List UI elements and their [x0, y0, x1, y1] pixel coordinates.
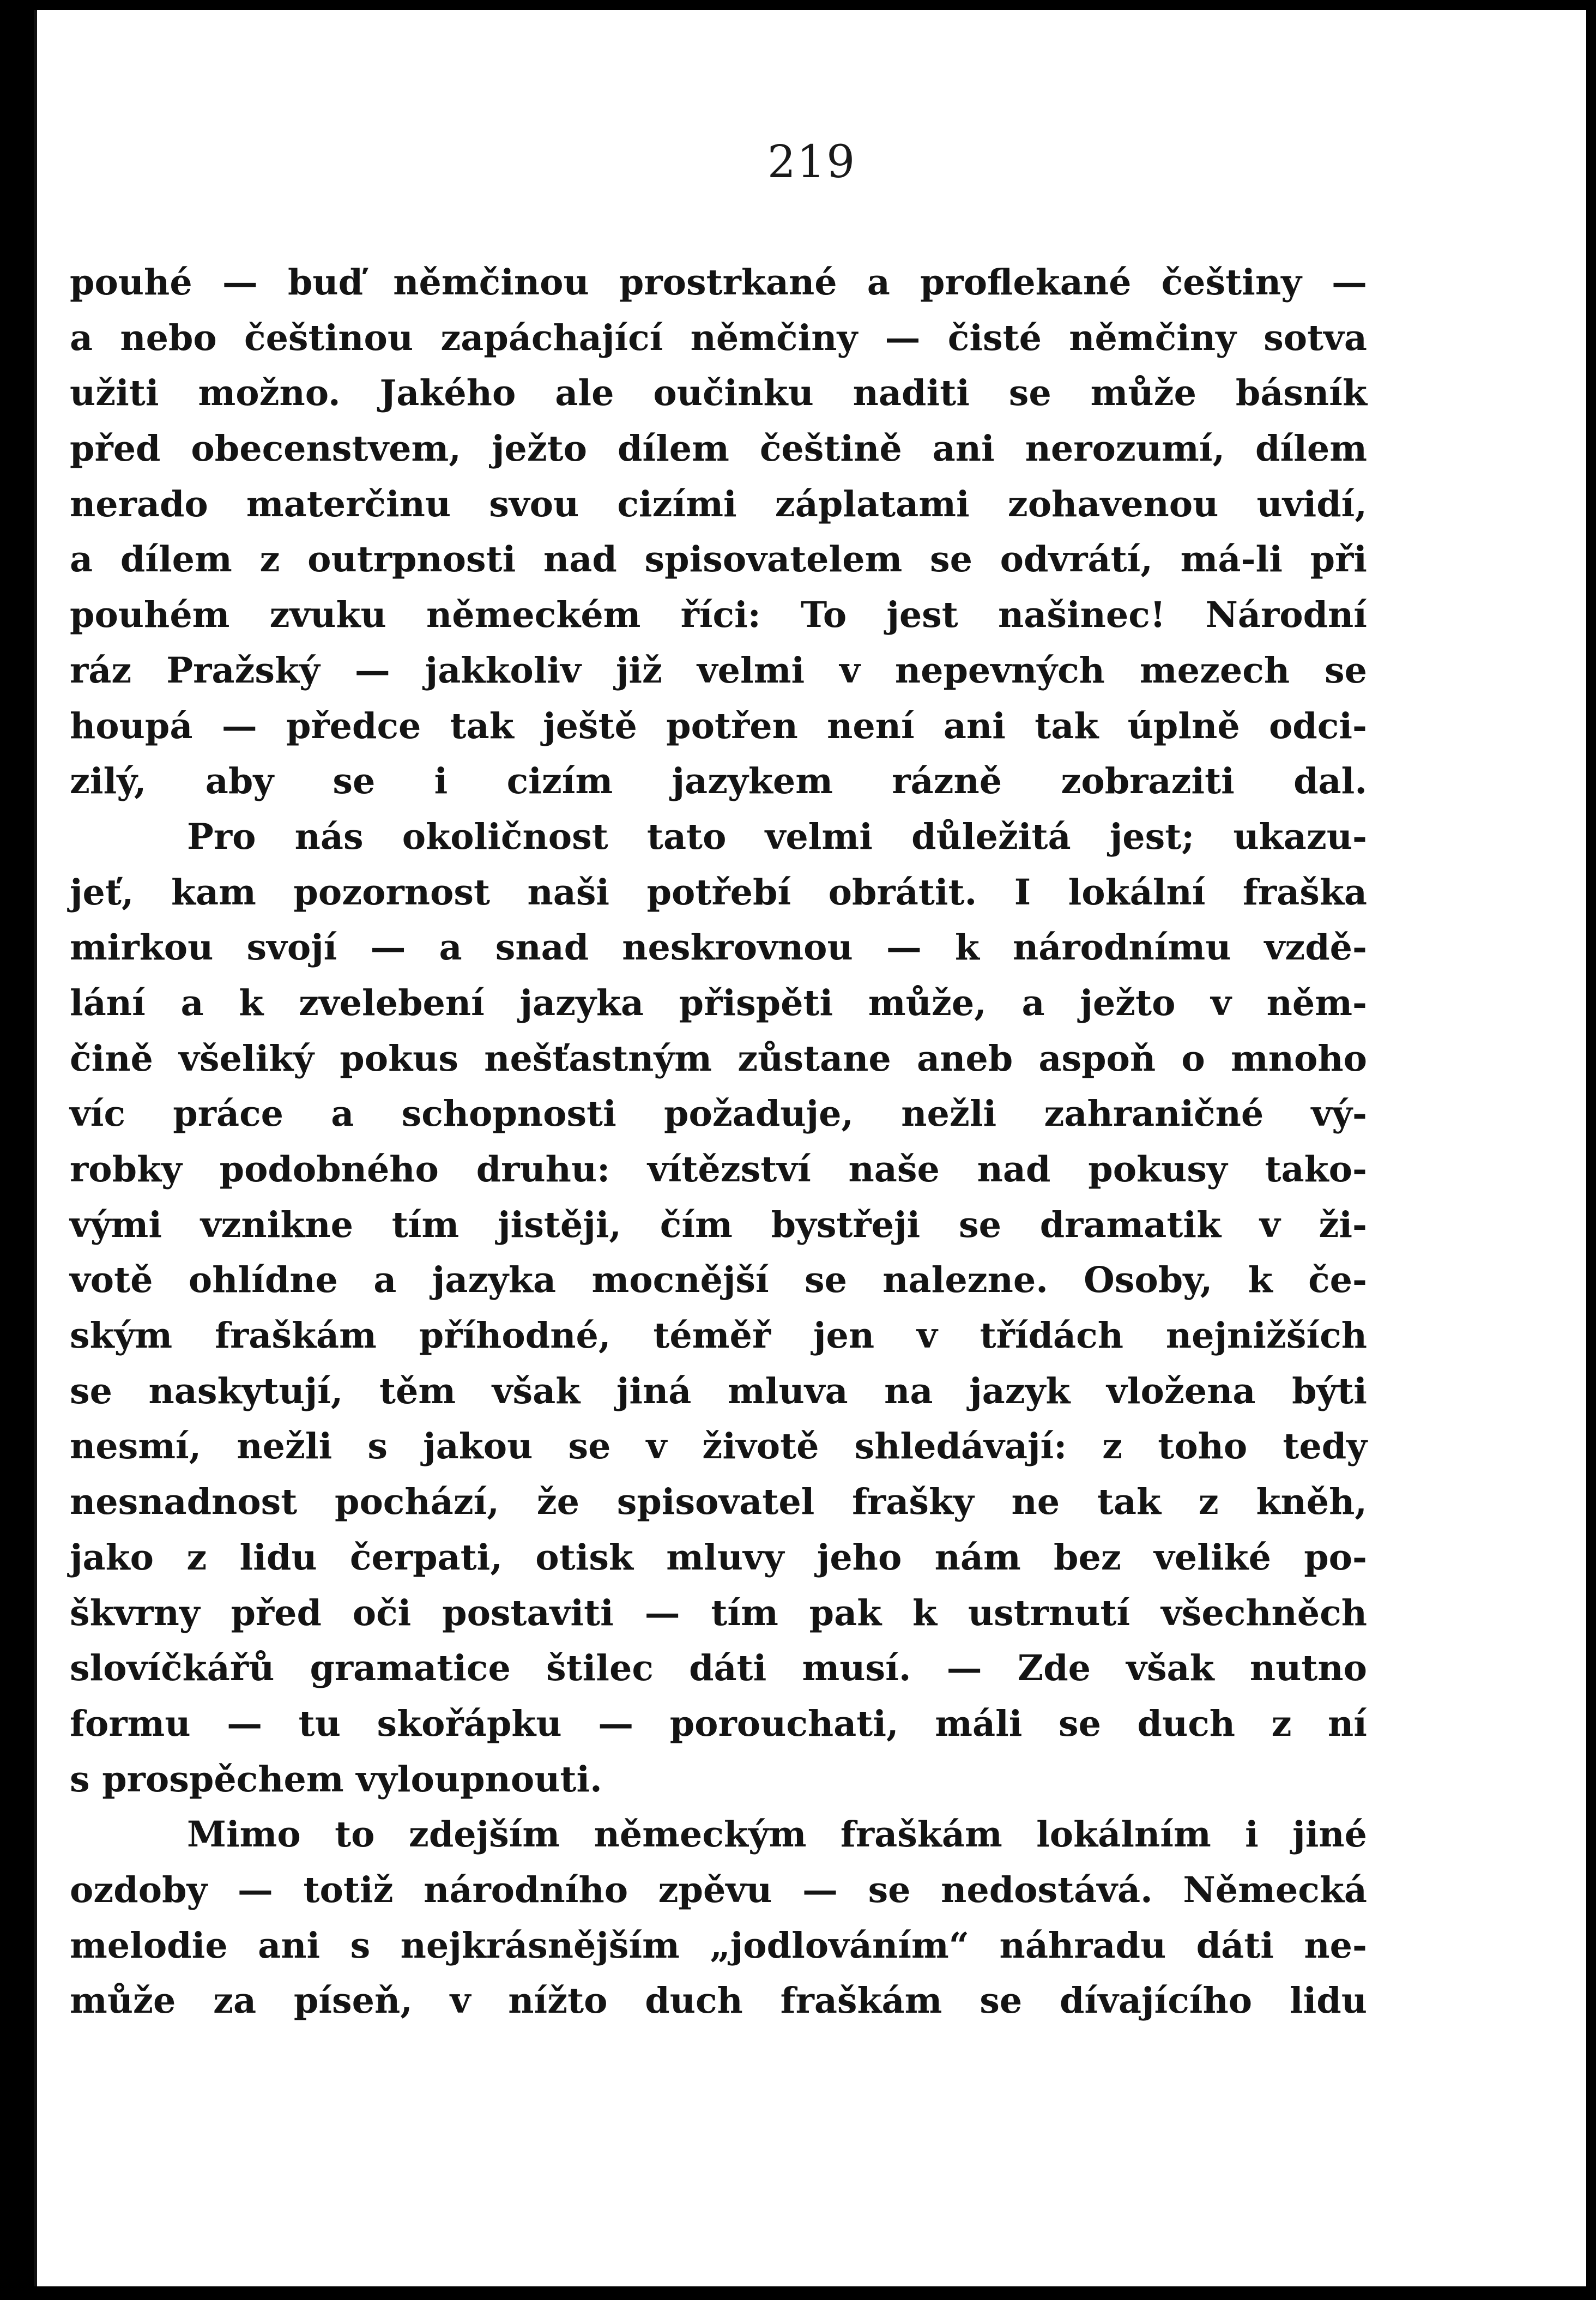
text-line: zilý, aby se i cizím jazykem rázně zobraziti dal.	[70, 760, 1367, 802]
text-line: houpá — předce tak ještě potřen není ani tak úplně odci-	[70, 705, 1367, 747]
text-line: před obecenstvem, ježto dílem češtině ani nerozumí, dílem	[70, 428, 1367, 470]
text-line: pouhém zvuku německém říci: To jest našinec! Národní	[70, 594, 1367, 636]
text-line: ráz Pražský — jakkoliv již velmi v nepevných mezech se	[70, 649, 1367, 691]
text-line: nesmí, nežli s jakou se v životě shledávají: z toho tedy	[70, 1426, 1367, 1468]
text-line: nesnadnost pochází, že spisovatel frašky ne tak z kněh,	[70, 1481, 1367, 1523]
text-line: mirkou svojí — a snad neskrovnou — k národnímu vzdě-	[70, 927, 1367, 969]
text-line: s prospěchem vyloupnouti.	[70, 1758, 602, 1800]
text-line: Mimo to zdejším německým fraškám lokálním i jiné	[187, 1814, 1367, 1856]
text-line: ským fraškám příhodné, téměř jen v třídách nejnižších	[70, 1315, 1367, 1357]
text-line: čině všeliký pokus nešťastným zůstane aneb aspoň o mnoho	[70, 1037, 1367, 1079]
page-number: 219	[767, 136, 856, 188]
text-line: se naskytují, těm však jiná mluva na jazyk vložena býti	[70, 1370, 1367, 1412]
book-page	[34, 10, 1586, 2286]
text-line: robky podobného druhu: vítězství naše nad pokusy tako-	[70, 1149, 1367, 1190]
text-line: melodie ani s nejkrásnějším „jodlováním“ náhradu dáti ne-	[70, 1924, 1367, 1966]
text-line: užiti možno. Jakého ale oučinku naditi se může básník	[70, 372, 1367, 414]
text-line: jeť, kam pozornost naši potřebí obrátit. I lokální fraška	[70, 871, 1367, 913]
text-line: pouhé — buď němčinou prostrkané a proflekané češtiny —	[70, 262, 1367, 303]
text-line: vými vznikne tím jistěji, čím bystřeji se dramatik v ži-	[70, 1204, 1367, 1246]
text-line: a nebo češtinou zapáchající němčiny — čisté němčiny sotva	[70, 317, 1367, 359]
text-line: formu — tu skořápku — porouchati, máli se duch z ní	[70, 1703, 1367, 1744]
text-line: škvrny před oči postaviti — tím pak k ustrnutí všechněch	[70, 1592, 1367, 1634]
text-line: jako z lidu čerpati, otisk mluvy jeho nám bez veliké po-	[70, 1536, 1367, 1578]
body-text	[70, 255, 1367, 2029]
text-line: může za píseň, v nížto duch fraškám se dívajícího lidu	[70, 1980, 1367, 2022]
text-line: nerado materčinu svou cizími záplatami zohavenou uvidí,	[70, 483, 1367, 525]
text-line: votě ohlídne a jazyka mocnější se nalezne. Osoby, k če-	[70, 1259, 1367, 1301]
text-line: ozdoby — totiž národního zpěvu — se nedostává. Německá	[70, 1869, 1367, 1911]
text-line: Pro nás okoličnost tato velmi důležitá jest; ukazu-	[187, 816, 1367, 858]
text-line: víc práce a schopnosti požaduje, nežli zahraničné vý-	[70, 1093, 1367, 1135]
text-line: a dílem z outrpnosti nad spisovatelem se odvrátí, má-li při	[70, 539, 1367, 581]
text-line: slovíčkářů gramatice štilec dáti musí. — Zde však nutno	[70, 1647, 1367, 1689]
text-line: lání a k zvelebení jazyka přispěti může, a ježto v něm-	[70, 982, 1367, 1024]
